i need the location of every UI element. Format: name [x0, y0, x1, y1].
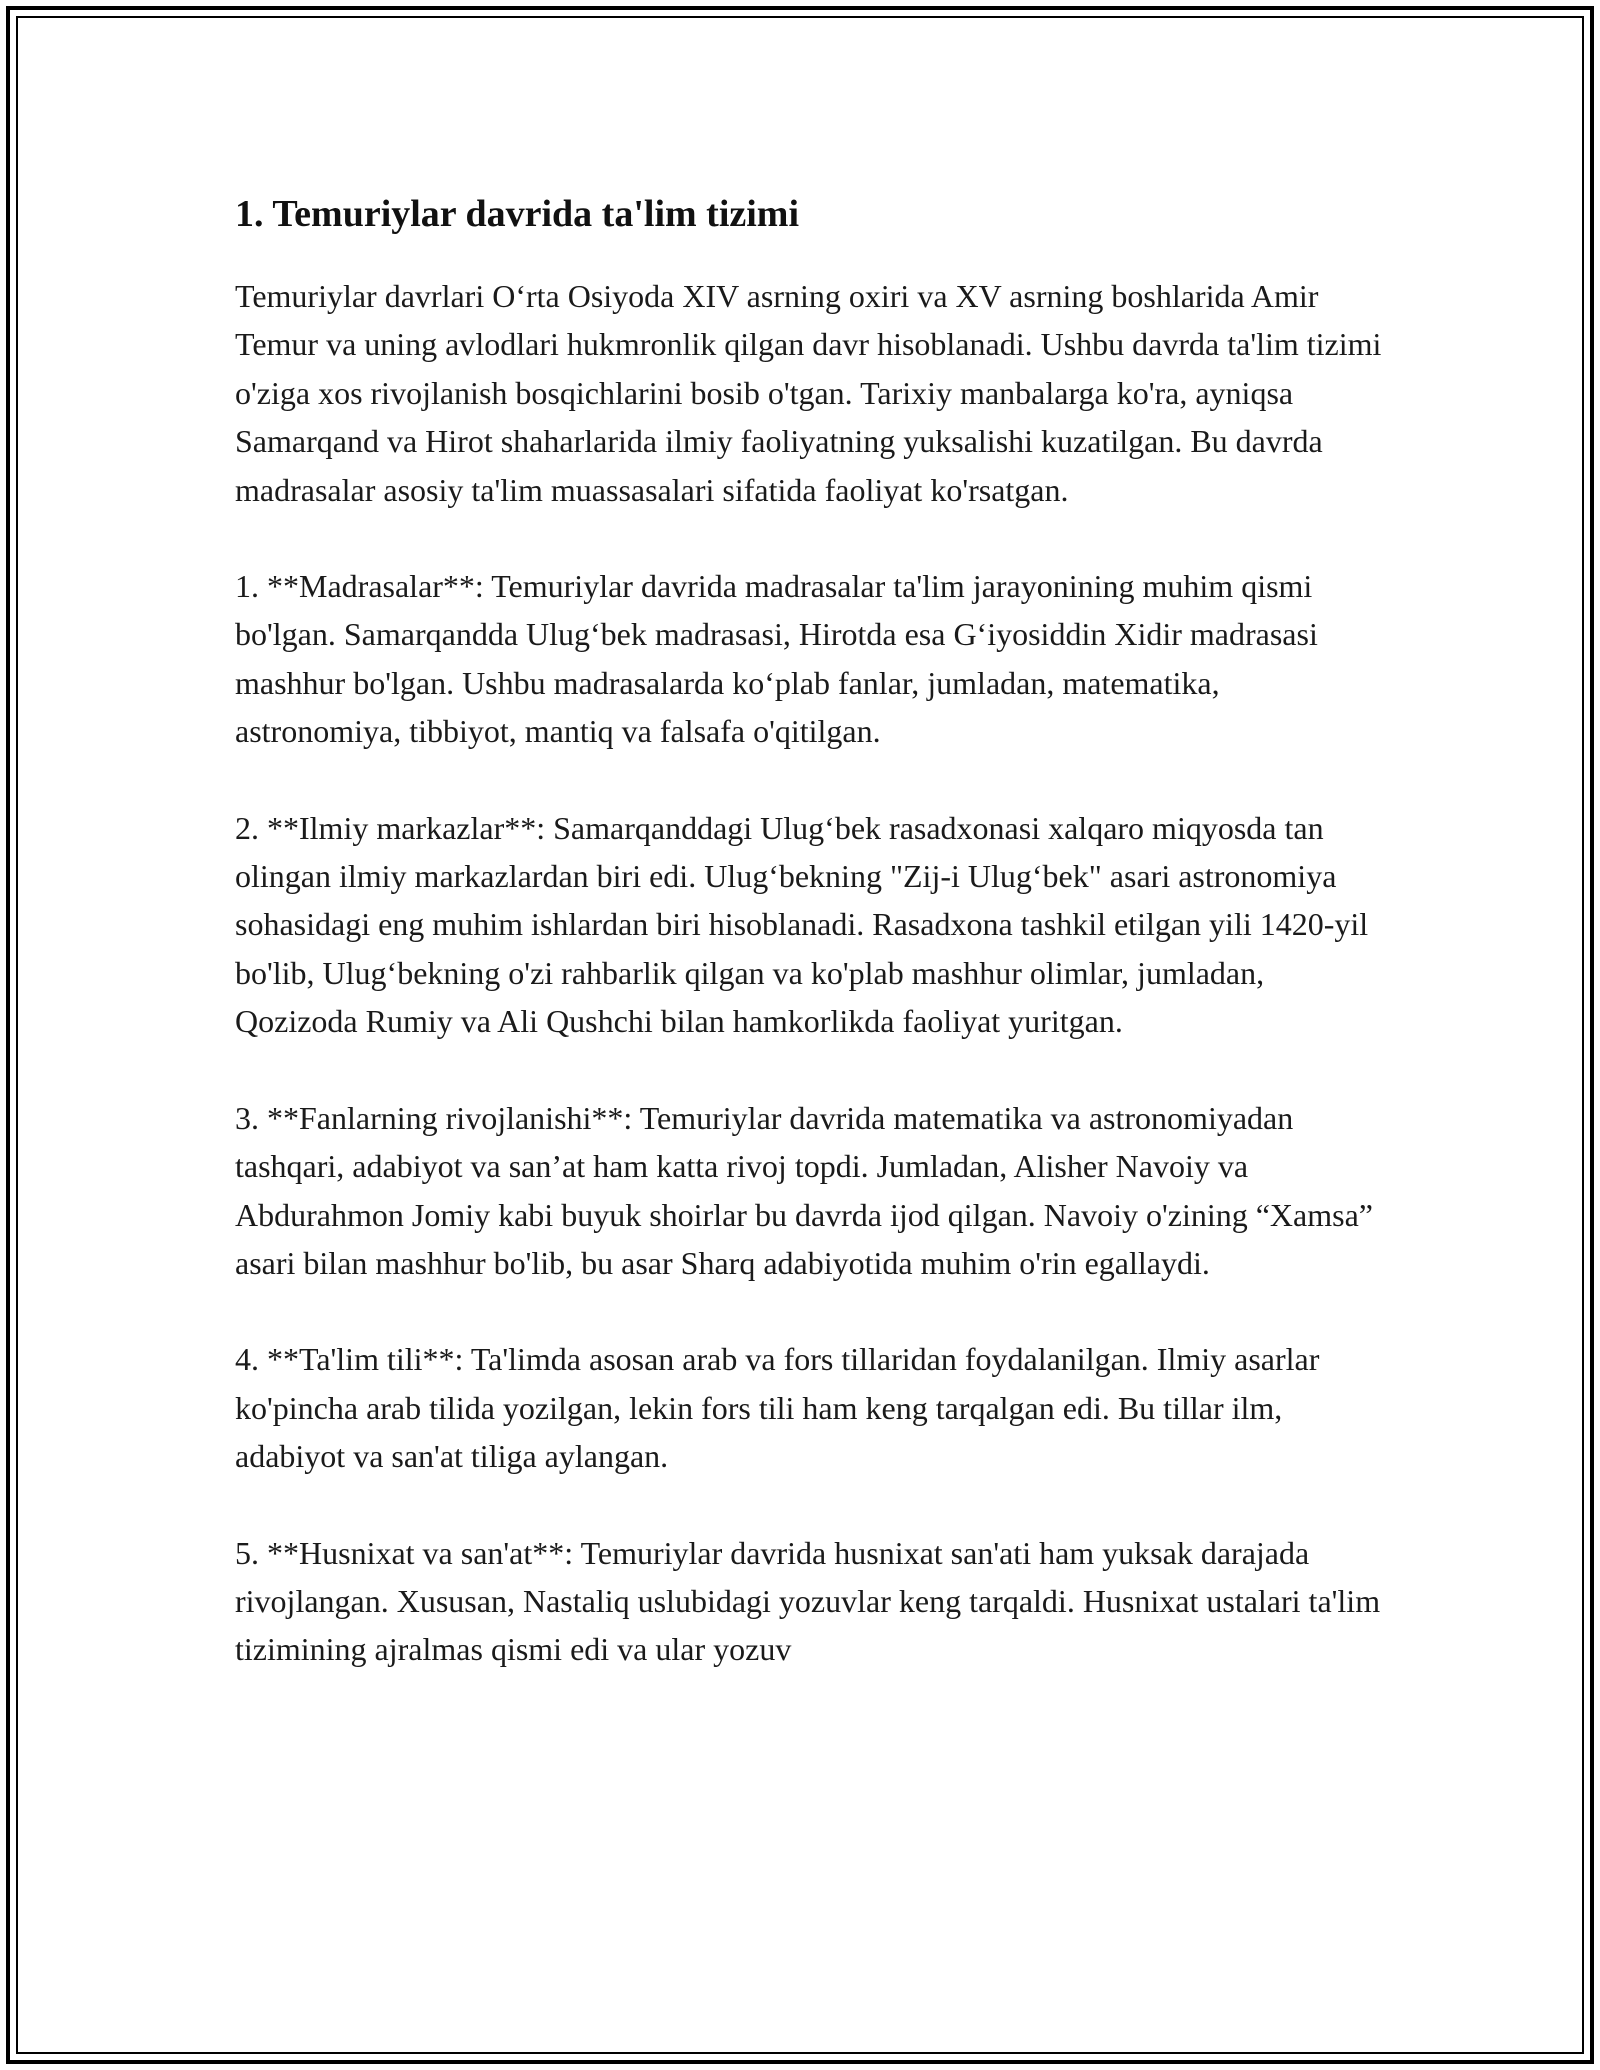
paragraph-madrasalar: 1. **Madrasalar**: Temuriylar davrida madrasalar ta'lim jarayonining muhim qismi bo'lgan. Samarqandda Ulug‘bek madrasasi, Hirotda esa G‘iyosiddin Xidir madrasasi mashhur bo'lgan. Ushbu madrasalarda ko‘plab fanlar, jumladan, matematika, astronomiya, tibbiyot, mantiq va falsafa o'qitilgan.: [235, 568, 1318, 750]
paragraph-husnixat: 5. **Husnixat va san'at**: Temuriylar davrida husnixat san'ati ham yuksak darajada rivojlangan. Xususan, Nastaliq uslubidagi yozuvlar keng tarqaldi. Husnixat ustalari ta'lim tizimining ajralmas qismi edi va ular yozuv: [235, 1534, 1381, 1668]
paragraph-fanlar: 3. **Fanlarning rivojlanishi**: Temuriylar davrida matematika va astronomiyadan tashqari, adabiyot va san’at ham katta rivoj topdi. Jumladan, Alisher Navoiy va Abdurahmon Jomiy kabi buyuk shoirlar bu davrda ijod qilgan. Navoiy o'zining “Xamsa” asari bilan mashhur bo'lib, bu asar Sharq adabiyotida muhim o'rin egallaydi.: [235, 1099, 1373, 1281]
document-title: 1. Temuriylar davrida ta'lim tizimi: [235, 193, 800, 235]
paragraph-ilmiy-markazlar: 2. **Ilmiy markazlar**: Samarqanddagi Ulug‘bek rasadxonasi xalqaro miqyosda tan olingan ilmiy markazlardan biri edi. Ulug‘bekning "Zij-i Ulug‘bek" asari astronomiya sohasidagi eng muhim ishlardan biri hisoblanadi. Rasadxona tashkil etilgan yili 1420-yil bo'lib, Ulug‘bekning o'zi rahbarlik qilgan va ko'plab mashhur olimlar, jumladan, Qozizoda Rumiy va Ali Qushchi bilan hamkorlikda faoliyat yuritgan.: [235, 809, 1369, 1040]
document-body: [235, 186, 1385, 1674]
paragraph-talim-tili: 4. **Ta'lim tili**: Ta'limda asosan arab va fors tillaridan foydalanilgan. Ilmiy asarlar ko'pincha arab tilida yozilgan, lekin fors tili ham keng tarqalgan edi. Bu tillar ilm, adabiyot va san'at tiliga aylangan.: [235, 1341, 1320, 1475]
paragraph-intro: Temuriylar davrlari O‘rta Osiyoda XIV asrning oxiri va XV asrning boshlarida Amir Temur va uning avlodlari hukmronlik qilgan davr hisoblanadi. Ushbu davrda ta'lim tizimi o'ziga xos rivojlanish bosqichlarini bosib o'tgan. Tarixiy manbalarga ko'ra, ayniqsa Samarqand va Hirot shaharlarida ilmiy faoliyatning yuksalishi kuzatilgan. Bu davrda madrasalar asosiy ta'lim muassasalari sifatida faoliyat ko'rsatgan.: [235, 278, 1382, 508]
